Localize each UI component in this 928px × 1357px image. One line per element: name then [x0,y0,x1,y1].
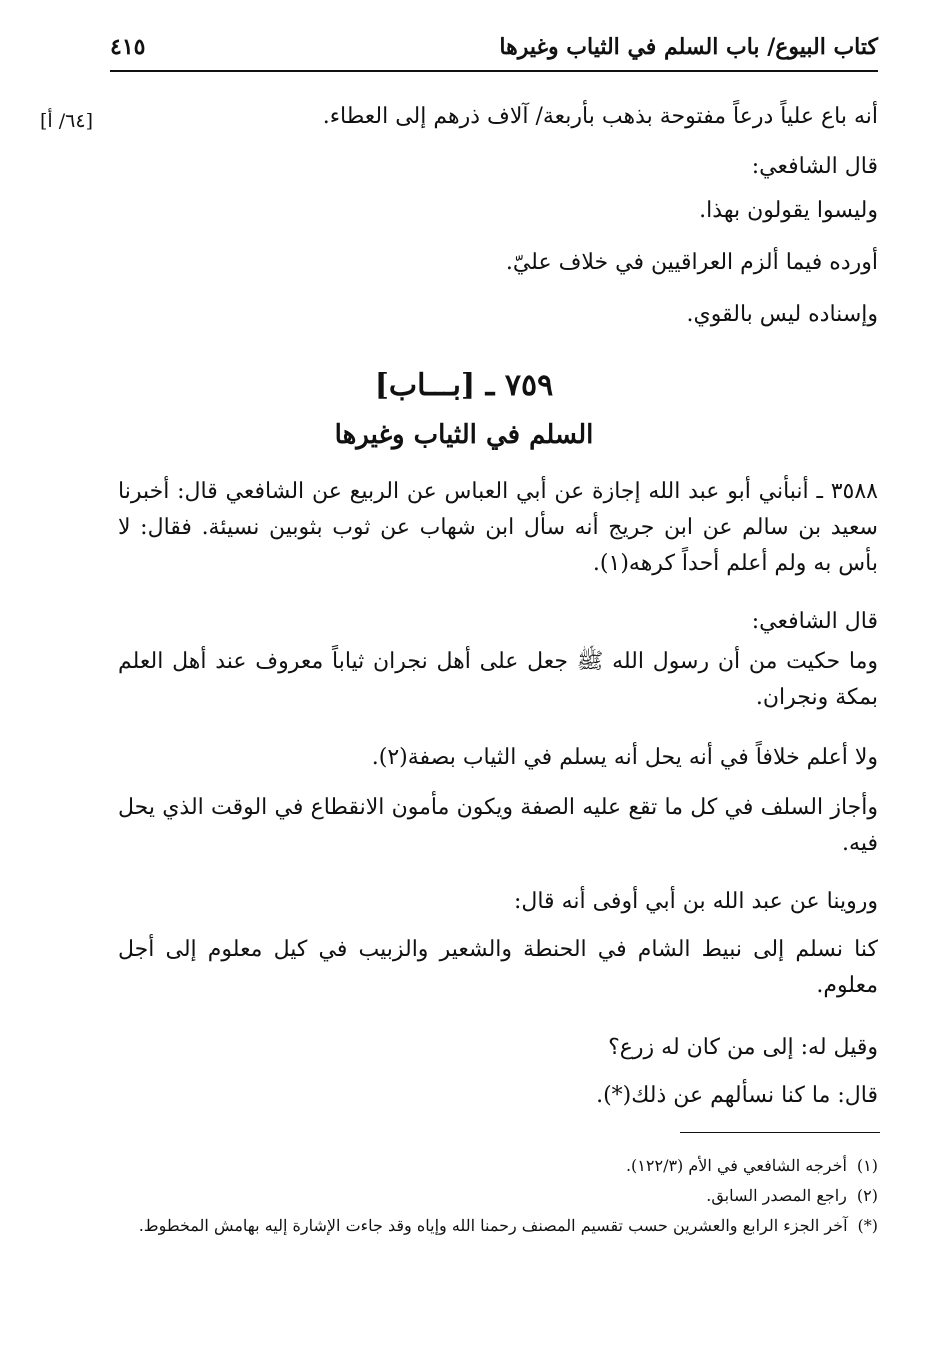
page-header [110,30,878,72]
footnote-mark: (*) [857,1216,878,1235]
paragraph: قال الشافعي: [751,609,878,634]
running-title: كتاب البيوع/ باب السلم في الثياب وغيرها [499,34,878,60]
paragraph: وقيل له: إلى من كان له زرع؟ [608,1035,878,1060]
footnote-text: راجع المصدر السابق. [706,1186,847,1205]
paragraph: وروينا عن عبد الله بن أبي أوفى أنه قال: [513,889,878,914]
paragraph: ٣٥٨٨ ـ أنبأني أبو عبد الله إجازة عن أبي العباس عن الربيع عن الشافعي قال: أخبرنا سعيد بن سالم عن ابن جريج أنه سأل ابن شهاب عن ثوب بثوبين نسيئة. فقال: لا بأس به ولم أعلم أحداً كرهه(١). [118,479,878,576]
footnote-text: آخر الجزء الرابع والعشرين حسب تقسيم المصنف رحمنا الله وإياه وقد جاءت الإشارة إليه بهامش المخطوط. [138,1216,848,1235]
footnote [98,1154,878,1178]
footnote-mark: (٢) [856,1186,878,1205]
paragraph: وأجاز السلف في كل ما تقع عليه الصفة ويكون مأمون الانقطاع في الوقت الذي يحل فيه. [118,795,878,856]
text-line: وإسناده ليس بالقوي. [686,302,878,327]
text-line: أنه باع علياً درعاً مفتوحة بذهب بأربعة/ آلاف ذرهم إلى العطاء. [322,104,878,129]
manuscript-folio-reference: [٦٤/ أ] [40,110,93,132]
text-line: قال الشافعي: [751,154,878,179]
footnote [98,1214,878,1238]
footnote-text: أخرجه الشافعي في الأم (١٢٢/٣). [625,1156,847,1175]
paragraph: ولا أعلم خلافاً في أنه يحل أنه يسلم في الثياب بصفة(٢). [371,745,878,770]
footnote-mark: (١) [856,1156,878,1175]
paragraph: قال: ما كنا نسألهم عن ذلك(*). [596,1083,878,1108]
footnote [98,1184,878,1208]
chapter-title: السلم في الثياب وغيرها [334,420,594,450]
text-line: وليسوا يقولون بهذا. [699,198,878,223]
page-number: ٤١٥ [110,34,146,60]
chapter-number: ٧٥٩ ـ [بـــاب] [374,368,554,403]
footnote-separator [680,1132,880,1133]
text-line: أورده فيما ألزم العراقيين في خلاف عليّ. [505,250,878,275]
paragraph: كنا نسلم إلى نبيط الشام في الحنطة والشعير والزبيب في كيل معلوم إلى أجل معلوم. [118,937,878,998]
paragraph: وما حكيت من أن رسول الله ﷺ جعل على أهل نجران ثياباً معروف عند أهل العلم بمكة ونجران. [118,649,878,710]
